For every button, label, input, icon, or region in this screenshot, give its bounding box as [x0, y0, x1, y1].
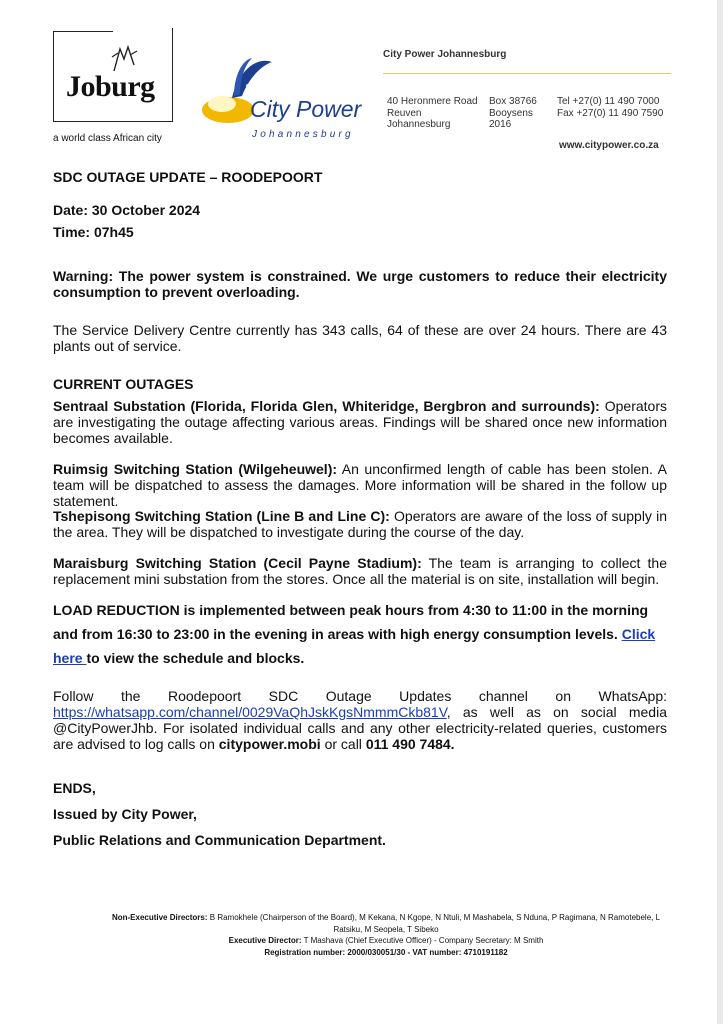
outage-item: Maraisburg Switching Station (Cecil Payne Stadium): The team is arranging to collect the replacement mini substation from the stores. Once all the material is on site, installation will begin. [53, 555, 667, 587]
outage-item: Ruimsig Switching Station (Wilgeheuwel): An unconfirmed length of cable has been stolen. A team will be dispatched to assess the damages. More information will be shared in the follow up statement. [53, 461, 667, 509]
document-date: Date: 30 October 2024 [53, 202, 201, 218]
outage-item: Sentraal Substation (Florida, Florida Glen, Whiteridge, Bergbron and surrounds): Operators are investigating the outage affecting various areas. Findings will be shared once new information becomes available. [53, 398, 668, 446]
document-time: Time: 07h45 [53, 224, 134, 240]
whatsapp-channel-link[interactable]: https://whatsapp.com/channel/0029VaQhJskKgsNmmmCkb81V [53, 704, 447, 720]
city-power-brand-sub: Johannesburg [252, 129, 354, 140]
website-link[interactable]: www.citypower.co.za [559, 140, 659, 151]
tagline: a world class African city [53, 133, 162, 144]
follow-paragraph: Follow the Roodepoort SDC Outage Updates channel on WhatsApp: https://whatsapp.com/channel/0029VaQhJskKgsNmmmCkb81V, as well as on social media @CityPowerJhb. For isolated individual calls and any other electricity-related queries, customers are advised to log calls on citypower.mobi or call 011 490 7484. [53, 688, 667, 752]
page-edge [717, 0, 723, 1024]
current-outages-heading: CURRENT OUTAGES [53, 376, 194, 392]
page-title: SDC OUTAGE UPDATE – ROODEPOORT [53, 169, 323, 185]
contact-numbers: Tel +27(0) 11 490 7000 Fax +27(0) 11 490 7590 [557, 96, 664, 119]
joburg-logo: Joburg [66, 70, 155, 103]
registration-info: Registration number: 2000/030051/30 - VAT number: 4710191182 [264, 947, 508, 957]
city-power-brand-name: City Power [250, 96, 362, 122]
executive-director: Executive Director: T Mashava (Chief Executive Officer) - Company Secretary: M Smith [228, 936, 544, 945]
org-title: City Power Johannesburg [383, 49, 507, 60]
calls-paragraph: The Service Delivery Centre currently has 343 calls, 64 of these are over 24 hours. There are 43 plants out of service. [53, 322, 667, 354]
call-number: 011 490 7484. [365, 736, 455, 752]
load-reduction-paragraph: LOAD REDUCTION is implemented between peak hours from 4:30 to 11:00 in the morning and from 16:30 to 23:00 in the evening in areas with high energy consumption levels. Click here to view the schedule and blocks. [53, 602, 656, 666]
street-address: 40 Heronmere Road Reuven Johannesburg [387, 96, 478, 130]
citypower-mobi: citypower.mobi [218, 736, 321, 752]
non-executive-directors: Non-Executive Directors: B Ramokhele (Chairperson of the Board), M Kekana, N Kgope, N Ntuli, M Mashabela, S Nduna, P Ragimana, N Ramotebele, L Ratsiku, M Seopela, T Sibeko [111, 913, 661, 934]
footer [108, 912, 664, 958]
joburg-logo-mark-icon [110, 45, 140, 73]
postal-address: Box 38766 Booysens 2016 [489, 96, 537, 130]
outage-item: Tshepisong Switching Station (Line B and Line C): Operators are aware of the loss of supply in the area. They will be dispatched to investigate during the course of the day. [53, 508, 667, 540]
click-here-link[interactable]: Click here [53, 626, 656, 666]
header-divider [383, 73, 671, 74]
closing-block: ENDS, Issued by City Power, Public Relations and Communication Department. [53, 780, 386, 848]
warning-paragraph: Warning: The power system is constrained. We urge customers to reduce their electricity consumption to prevent overloading. [53, 268, 667, 300]
